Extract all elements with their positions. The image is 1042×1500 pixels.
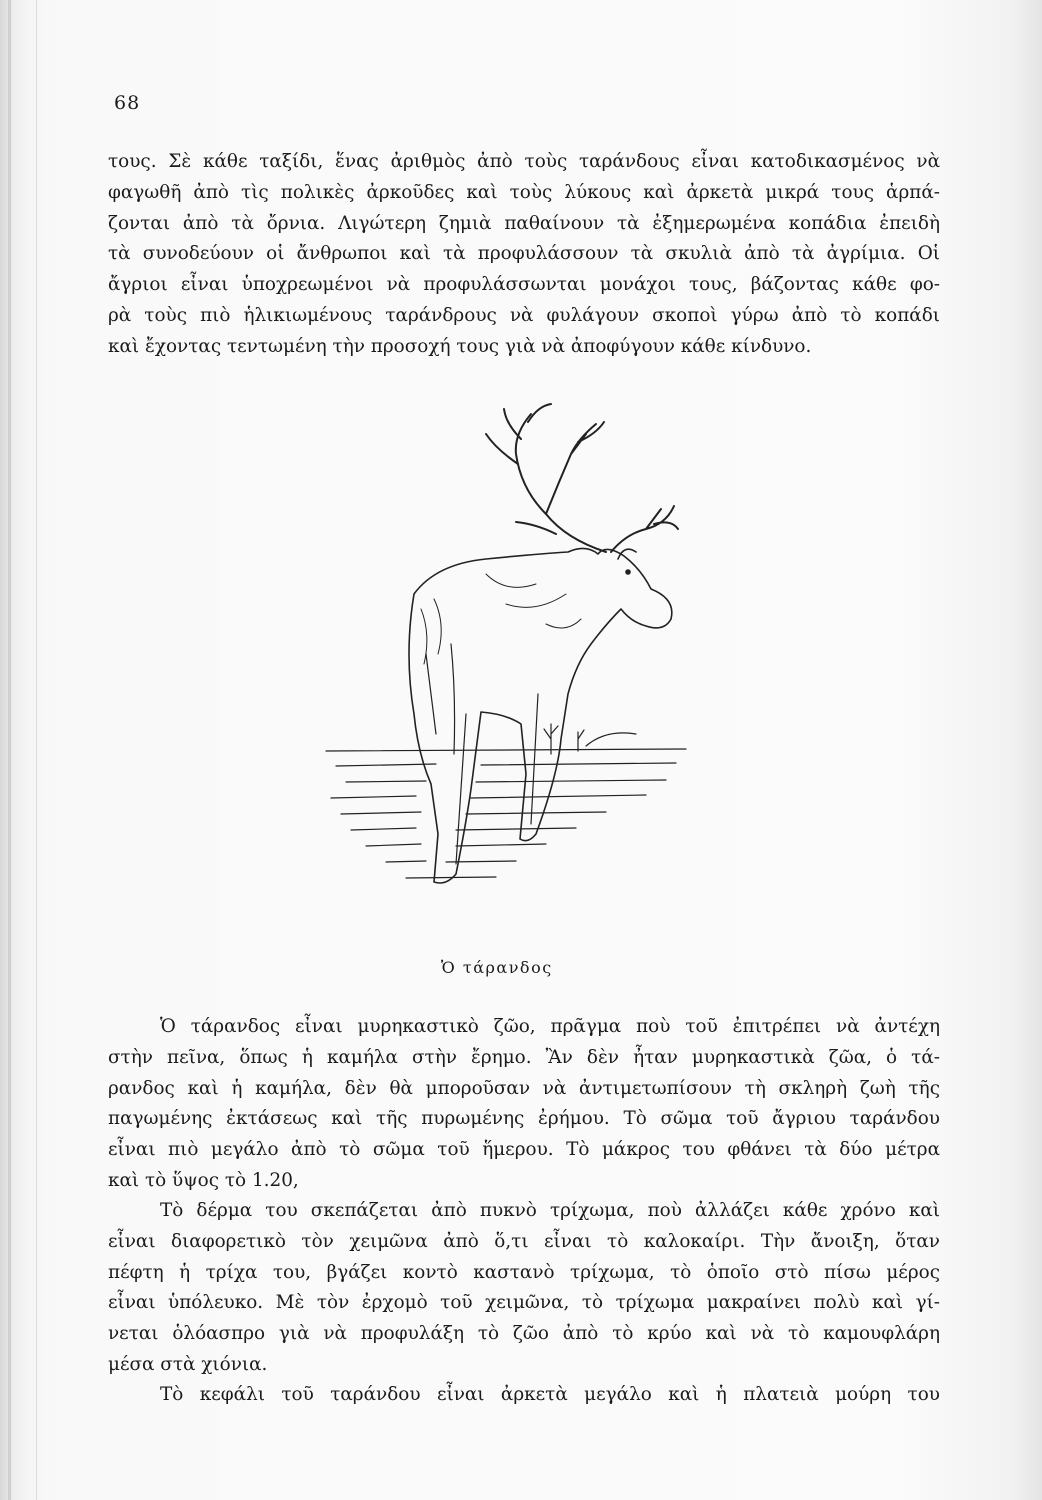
text-line: καὶ τὸ ὕψος τὸ 1.20, (108, 1169, 299, 1191)
text-line: παγωμένης ἐκτάσεως καὶ τῆς πυρωμένης ἐρήμου. Τὸ σῶμα τοῦ ἄγριου ταράνδου (108, 1108, 940, 1130)
text-line: ἄγριοι εἶναι ὑποχρεωμένοι νὰ προφυλάσσωνται μονάχοι τους, βάζοντας κάθε φο- (108, 274, 940, 296)
text-line: Τὸ κεφάλι τοῦ ταράνδου εἶναι ἀρκετὰ μεγάλο καὶ ἡ πλατειὰ μούρη του (160, 1384, 940, 1405)
page-number: 68 (114, 92, 141, 114)
paragraph-continuation (108, 147, 940, 363)
text-line: Ὁ τάρανδος εἶναι μυρηκαστικὸ ζῶο, πρᾶγμα ποὺ τοῦ ἐπιτρέπει νὰ ἀντέχη (160, 1016, 940, 1037)
text-line: τὰ συνοδεύουν οἱ ἄνθρωποι καὶ τὰ προφυλάσσουν τὰ σκυλιὰ ἀπὸ τὰ ἀγρίμια. Οἱ (108, 243, 940, 265)
text-line: νεται ὁλόασπρο γιὰ νὰ προφυλάξη τὸ ζῶο ἀπὸ τὸ κρύο καὶ νὰ τὸ καμουφλάρη (108, 1323, 940, 1345)
text-line: φαγωθῆ ἀπὸ τὶς πολικὲς ἀρκοῦδες καὶ τοὺς λύκους καὶ ἀρκετὰ μικρά τους ἁρπά- (108, 181, 940, 203)
reindeer-antlers (486, 404, 678, 552)
text-line: ζονται ἀπὸ τὰ ὄρνια. Λιγώτερη ζημιὰ παθαίνουν τὰ ἐξημερωμένα κοπάδια ἐπειδὴ (108, 212, 940, 234)
text-line: ρὰ τοὺς πιὸ ἡλικιωμένους ταράνδρους νὰ φυλάγουν σκοποὶ γύρω ἀπὸ τὸ κοπάδι (108, 304, 940, 326)
text-line: εἶναι πιὸ μεγάλο ἀπὸ τὸ σῶμα τοῦ ἥμερου. Τὸ μάκρος του φθάνει τὰ δύο μέτρα (108, 1139, 940, 1161)
text-line: μέσα στὰ χιόνια. (108, 1353, 268, 1375)
figure-caption: Ὁ τάρανδος (441, 958, 553, 977)
text-line: τους. Σὲ κάθε ταξίδι, ἕνας ἀριθμὸς ἀπὸ τοὺς ταράνδους εἶναι κατοδικασμένος νὰ (108, 151, 940, 172)
text-line: εἶναι διαφορετικὸ τὸν χειμῶνα ἀπὸ ὅ,τι εἶναι τὸ καλοκαίρι. Τὴν ἄνοιξη, ὅταν (108, 1230, 940, 1252)
text-line: καὶ ἔχοντας τεντωμένη τὴν προσοχή τους γιὰ νὰ ἀποφύγουν κάθε κίνδυνο. (108, 335, 812, 357)
text-line: στὴν πεῖνα, ὅπως ἡ καμήλα στὴν ἔρημο. Ἂν δὲν ἦταν μυρηκαστικὰ ζῶα, ὁ τά- (108, 1046, 940, 1068)
reindeer-fur-shading (421, 574, 581, 664)
reindeer-body (409, 548, 672, 883)
reindeer-eye (626, 570, 630, 574)
paragraph-head (108, 1380, 940, 1411)
page-binding-edge (8, 0, 11, 1500)
text-line: πέφτη ἡ τρίχα του, βγάζει κοντὸ καστανὸ τρίχωμα, τὸ ὁποῖο στὸ πίσω μέρος (108, 1261, 940, 1283)
page-margin-rule (36, 0, 37, 1500)
text-line: Τὸ δέρμα του σκεπάζεται ἀπὸ πυκνὸ τρίχωμα, ποὺ ἀλλάζει κάθε χρόνο καὶ (160, 1200, 940, 1221)
paragraph-fur (108, 1196, 940, 1381)
text-line: εἶναι ὑπόλευκο. Μὲ τὸν ἐρχομὸ τοῦ χειμῶνα, τὸ τρίχωμα μακραίνει πολὺ καὶ γί- (108, 1292, 940, 1314)
ground-hatching (326, 733, 686, 878)
reindeer-illustration (306, 394, 706, 914)
paragraph-rumination (108, 1012, 940, 1197)
text-line: ρανδος καὶ ἡ καμήλα, δὲν θὰ μποροῦσαν νὰ ἀντιμετωπίσουν τὴ σκληρὴ ζωὴ τῆς (108, 1077, 940, 1099)
